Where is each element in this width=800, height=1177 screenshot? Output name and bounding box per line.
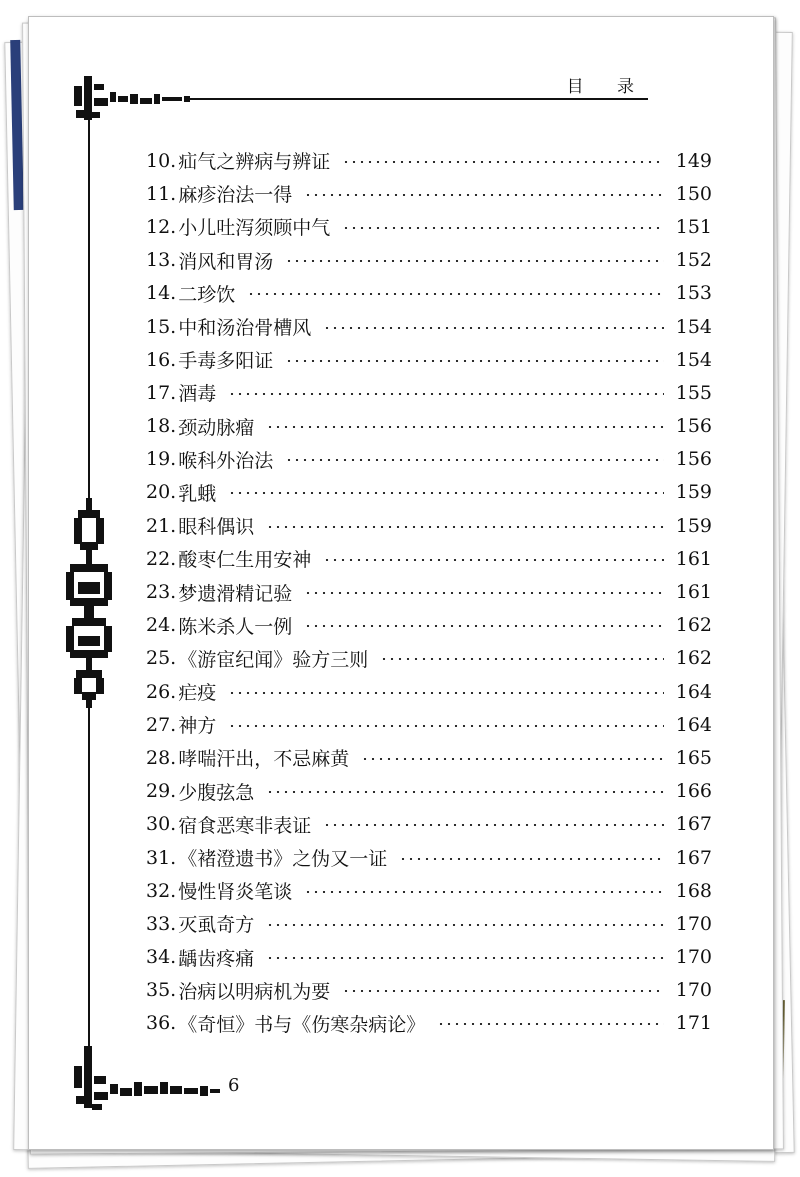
toc-entry-number: 33.: [146, 912, 177, 935]
corner-ornament-top-icon: [66, 72, 196, 128]
toc-dot-leader: [342, 227, 664, 229]
toc-entry-title: 《褚澄遗书》之伪又一证: [178, 848, 388, 871]
toc-dot-leader: [399, 858, 664, 860]
toc-entry-title: 小儿吐泻须顾中气: [178, 217, 331, 240]
toc-entry: [146, 376, 712, 409]
toc-entry-page: 167: [675, 846, 712, 869]
toc-entry-title: 《奇恒》书与《伤寒杂病论》: [178, 1013, 426, 1036]
toc-entry-title: 疝气之辨病与辨证: [178, 151, 331, 174]
toc-entry-title: 眼科偶识: [178, 516, 255, 539]
toc-entry-page: 162: [675, 647, 712, 670]
toc-entry-page: 159: [675, 514, 712, 537]
toc-entry: [146, 675, 712, 708]
toc-entry: [146, 1007, 712, 1040]
toc-entry: [146, 443, 712, 476]
toc-dot-leader: [304, 194, 664, 196]
toc-entry-page: 164: [675, 713, 712, 736]
toc-dot-leader: [304, 891, 664, 893]
toc-entry-page: 156: [675, 448, 712, 471]
toc-entry-number: 28.: [146, 746, 177, 769]
toc-entry-number: 25.: [146, 647, 177, 670]
toc-entry-page: 156: [675, 415, 712, 438]
toc-dot-leader: [323, 559, 664, 561]
toc-entry-page: 165: [675, 746, 712, 769]
toc-entry: [146, 741, 712, 774]
toc-entry-title: 乳蛾: [178, 482, 217, 505]
toc-entry-page: 167: [675, 813, 712, 836]
toc-entry-title: 手毒多阳证: [178, 350, 274, 373]
toc-dot-leader: [228, 692, 664, 694]
toc-entry: [146, 210, 712, 243]
toc-entry: [146, 343, 712, 376]
toc-dot-leader: [342, 990, 664, 992]
toc-entry: [146, 974, 712, 1007]
toc-entry-number: 19.: [146, 448, 177, 471]
toc-entry: [146, 941, 712, 974]
toc-entry-number: 32.: [146, 879, 177, 902]
table-of-contents: [146, 144, 712, 1040]
header-rule: [190, 98, 648, 100]
toc-entry-number: 29.: [146, 780, 177, 803]
toc-entry-page: 161: [675, 547, 712, 570]
toc-entry-page: 153: [675, 282, 712, 305]
toc-entry-number: 23.: [146, 581, 177, 604]
toc-entry: [146, 575, 712, 608]
toc-entry-number: 31.: [146, 846, 177, 869]
toc-dot-leader: [304, 592, 664, 594]
toc-entry: [146, 410, 712, 443]
toc-entry: [146, 642, 712, 675]
side-ornament-icon: [66, 498, 112, 708]
toc-dot-leader: [266, 924, 664, 926]
toc-entry-title: 酸枣仁生用安神: [178, 549, 312, 572]
toc-entry-page: 166: [675, 780, 712, 803]
toc-entry: [146, 177, 712, 210]
toc-entry-title: 少腹弦急: [178, 781, 255, 804]
toc-entry-number: 36.: [146, 1012, 177, 1035]
toc-entry-page: 154: [675, 315, 712, 338]
corner-ornament-bottom-icon: [66, 1046, 226, 1116]
toc-entry-number: 34.: [146, 946, 177, 969]
toc-entry-title: 酒毒: [178, 383, 217, 406]
toc-entry-title: 二珍饮: [178, 283, 236, 306]
toc-entry: [146, 708, 712, 741]
toc-entry-number: 18.: [146, 415, 177, 438]
toc-dot-leader: [228, 492, 664, 494]
toc-entry-number: 27.: [146, 713, 177, 736]
header-title: 目 录: [566, 77, 648, 97]
toc-dot-leader: [285, 360, 664, 362]
toc-entry-title: 颈动脉瘤: [178, 416, 255, 439]
toc-entry-number: 26.: [146, 680, 177, 703]
toc-entry: [146, 841, 712, 874]
toc-entry-title: 龋齿疼痛: [178, 947, 255, 970]
toc-dot-leader: [266, 791, 664, 793]
toc-entry-title: 治病以明病机为要: [178, 980, 331, 1003]
toc-entry: [146, 310, 712, 343]
left-border-line-bottom: [88, 706, 90, 1048]
toc-entry-number: 10.: [146, 149, 177, 172]
toc-entry-number: 24.: [146, 614, 177, 637]
page-number: 6: [228, 1075, 240, 1096]
toc-dot-leader: [285, 260, 664, 262]
toc-entry-title: 梦遗滑精记验: [178, 582, 293, 605]
toc-entry-page: 170: [675, 946, 712, 969]
toc-entry-title: 麻疹治法一得: [178, 184, 293, 207]
toc-dot-leader: [228, 393, 664, 395]
toc-entry: [146, 808, 712, 841]
toc-dot-leader: [247, 293, 664, 295]
toc-dot-leader: [361, 758, 664, 760]
toc-entry-number: 17.: [146, 381, 177, 404]
toc-dot-leader: [285, 459, 664, 461]
toc-entry: [146, 144, 712, 177]
toc-entry-page: 155: [675, 381, 712, 404]
toc-dot-leader: [380, 658, 664, 660]
toc-entry-number: 11.: [146, 182, 177, 205]
toc-dot-leader: [266, 426, 664, 428]
toc-entry-number: 13.: [146, 249, 177, 272]
toc-entry-page: 162: [675, 614, 712, 637]
toc-entry-page: 152: [675, 249, 712, 272]
toc-entry-page: 154: [675, 348, 712, 371]
toc-entry-title: 神方: [178, 715, 217, 738]
toc-entry-title: 陈米杀人一例: [178, 615, 293, 638]
toc-entry-number: 35.: [146, 979, 177, 1002]
toc-dot-leader: [342, 161, 664, 163]
toc-entry-number: 21.: [146, 514, 177, 537]
toc-entry-page: 170: [675, 912, 712, 935]
toc-entry-number: 16.: [146, 348, 177, 371]
toc-entry: [146, 476, 712, 509]
toc-entry-title: 疟疫: [178, 682, 217, 705]
toc-entry-number: 12.: [146, 215, 177, 238]
toc-dot-leader: [323, 327, 664, 329]
toc-entry: [146, 609, 712, 642]
toc-dot-leader: [437, 1023, 664, 1025]
toc-entry-page: 159: [675, 481, 712, 504]
toc-entry-number: 22.: [146, 547, 177, 570]
toc-entry-page: 170: [675, 979, 712, 1002]
toc-entry-number: 20.: [146, 481, 177, 504]
toc-dot-leader: [323, 824, 664, 826]
left-border-line-top: [88, 116, 90, 498]
toc-entry-title: 中和汤治骨槽风: [178, 317, 312, 340]
toc-entry-title: 宿食恶寒非表证: [178, 814, 312, 837]
toc-entry-number: 15.: [146, 315, 177, 338]
toc-entry: [146, 775, 712, 808]
toc-entry-page: 161: [675, 581, 712, 604]
toc-entry: [146, 277, 712, 310]
toc-entry-title: 慢性肾炎笔谈: [178, 881, 293, 904]
toc-entry-page: 149: [675, 149, 712, 172]
toc-entry: [146, 907, 712, 940]
toc-dot-leader: [228, 725, 664, 727]
toc-entry-title: 哮喘汗出，不忌麻黄: [178, 748, 350, 771]
toc-entry-title: 《游宦纪闻》验方三则: [178, 648, 369, 671]
toc-entry-title: 消风和胃汤: [178, 250, 274, 273]
toc-entry-number: 14.: [146, 282, 177, 305]
toc-entry-page: 164: [675, 680, 712, 703]
toc-entry-page: 171: [675, 1012, 712, 1035]
toc-entry-number: 30.: [146, 813, 177, 836]
toc-entry-page: 168: [675, 879, 712, 902]
toc-entry-title: 灭虱奇方: [178, 914, 255, 937]
toc-entry: [146, 874, 712, 907]
toc-entry-page: 150: [675, 182, 712, 205]
toc-entry-page: 151: [675, 215, 712, 238]
toc-entry: [146, 542, 712, 575]
toc-dot-leader: [304, 625, 664, 627]
toc-dot-leader: [266, 957, 664, 959]
toc-entry: [146, 244, 712, 277]
toc-dot-leader: [266, 526, 664, 528]
toc-entry-title: 喉科外治法: [178, 449, 274, 472]
toc-entry: [146, 509, 712, 542]
